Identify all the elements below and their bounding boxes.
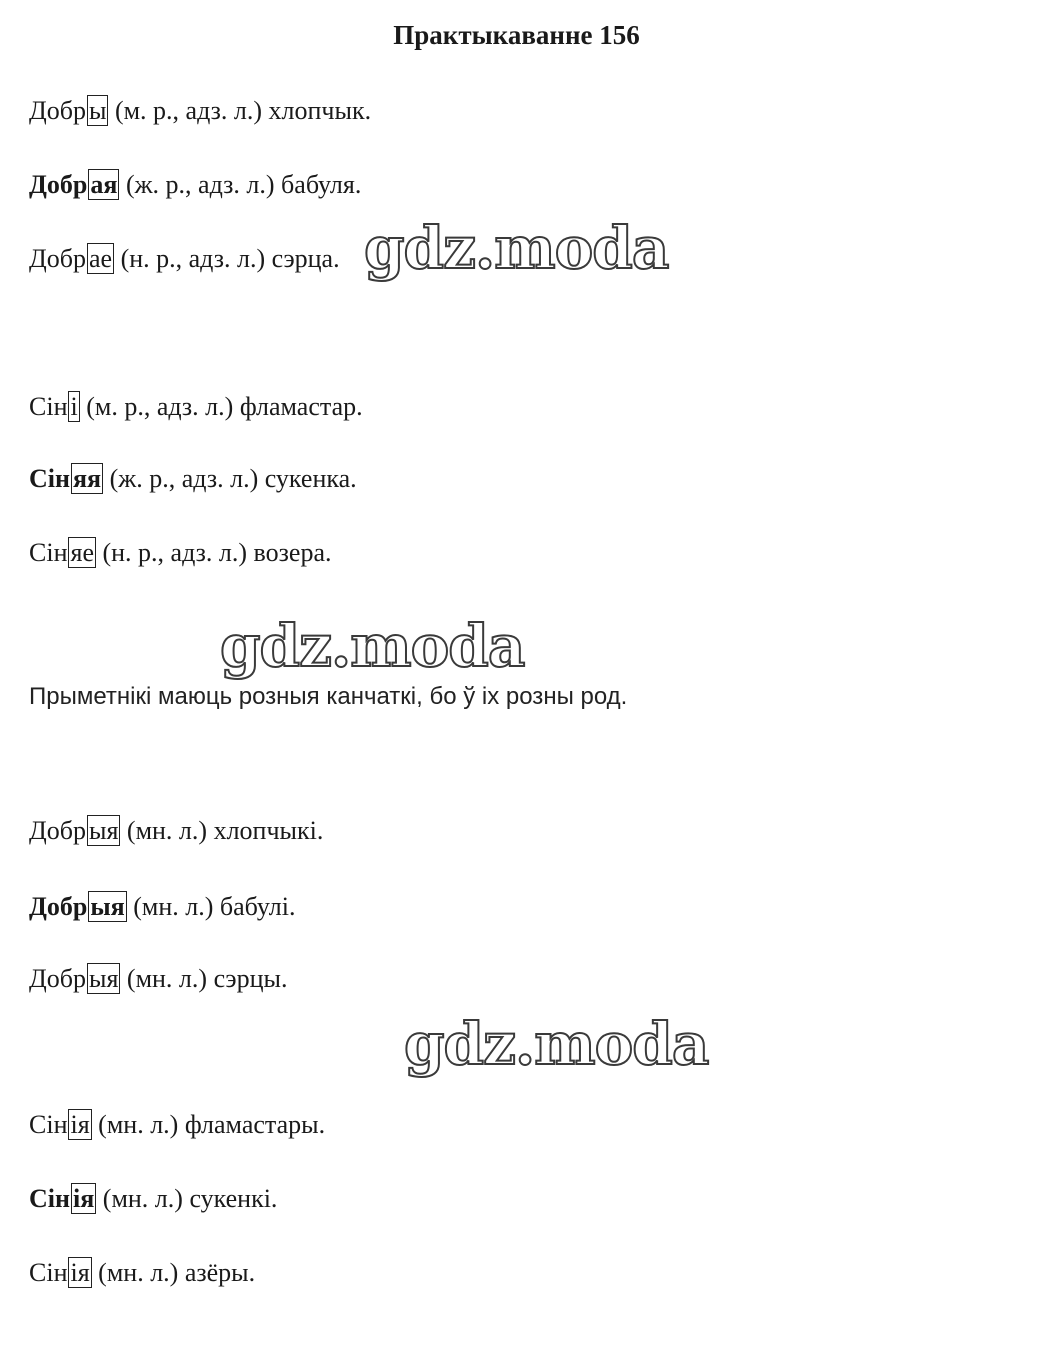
word-ending-box: ая: [90, 170, 118, 199]
word-stem: Сін: [29, 392, 68, 421]
word-ending-box: ыя: [88, 816, 119, 845]
word-stem: Сін: [29, 1258, 68, 1287]
word-ending-box: і: [70, 392, 78, 421]
sentence-rest: (мн. л.) азёры.: [91, 1258, 256, 1287]
word-ending-box: ыя: [90, 892, 125, 921]
sentence-11: [29, 1182, 277, 1216]
sentence-1: [29, 94, 371, 128]
word-stem: Сін: [29, 464, 70, 493]
word-stem: Сін: [29, 1184, 70, 1213]
word-stem: Добр: [29, 816, 86, 845]
word-ending-box: ія: [72, 1184, 95, 1213]
sentence-rest: (мн. л.) сукенкі.: [96, 1184, 278, 1213]
word-ending-box: ыя: [88, 964, 119, 993]
sentence-rest: (мн. л.) фламастары.: [91, 1110, 326, 1139]
word-stem: Сін: [29, 538, 68, 567]
sentence-5: [29, 462, 357, 496]
word-stem: Добр: [29, 170, 88, 199]
sentence-rest: (н. р., адз. л.) возера.: [95, 538, 332, 567]
sentence-7: [29, 814, 323, 848]
sentence-8: [29, 890, 295, 924]
sentence-2: [29, 168, 361, 202]
sentence-rest: (мн. л.) сэрцы.: [120, 964, 288, 993]
word-ending-box: ія: [70, 1258, 90, 1287]
watermark-logo: gdz.moda: [404, 1010, 709, 1078]
sentence-4: [29, 390, 363, 424]
word-stem: Добр: [29, 244, 86, 273]
word-ending-box: яе: [70, 538, 94, 567]
sentence-6: [29, 536, 332, 570]
word-stem: Добр: [29, 96, 86, 125]
sentence-12: [29, 1256, 255, 1290]
sentence-3: [29, 242, 340, 276]
word-stem: Сін: [29, 1110, 68, 1139]
word-stem: Добр: [29, 964, 86, 993]
sentence-rest: (ж. р., адз. л.) сукенка.: [103, 464, 357, 493]
sentence-rest: (м. р., адз. л.) фламастар.: [79, 392, 363, 421]
conclusion-text: Прыметнікі маюць розныя канчаткі, бо ў іх розны род.: [29, 683, 628, 710]
sentence-rest: (н. р., адз. л.) сэрца.: [114, 244, 340, 273]
sentence-rest: (м. р., адз. л.) хлопчык.: [108, 96, 372, 125]
word-ending-box: ія: [70, 1110, 90, 1139]
sentence-rest: (мн. л.) хлопчыкі.: [120, 816, 324, 845]
watermark-logo: gdz.moda: [220, 612, 525, 680]
sentence-9: [29, 962, 287, 996]
page-title: Практыкаванне 156: [393, 20, 640, 50]
sentence-rest: (мн. л.) бабулі.: [126, 892, 296, 921]
sentence-rest: (ж. р., адз. л.) бабуля.: [119, 170, 362, 199]
watermark-logo: gdz.moda: [364, 214, 669, 282]
word-ending-box: ае: [88, 244, 113, 273]
word-ending-box: яя: [72, 464, 102, 493]
sentence-10: [29, 1108, 325, 1142]
word-ending-box: ы: [88, 96, 107, 125]
word-stem: Добр: [29, 892, 88, 921]
